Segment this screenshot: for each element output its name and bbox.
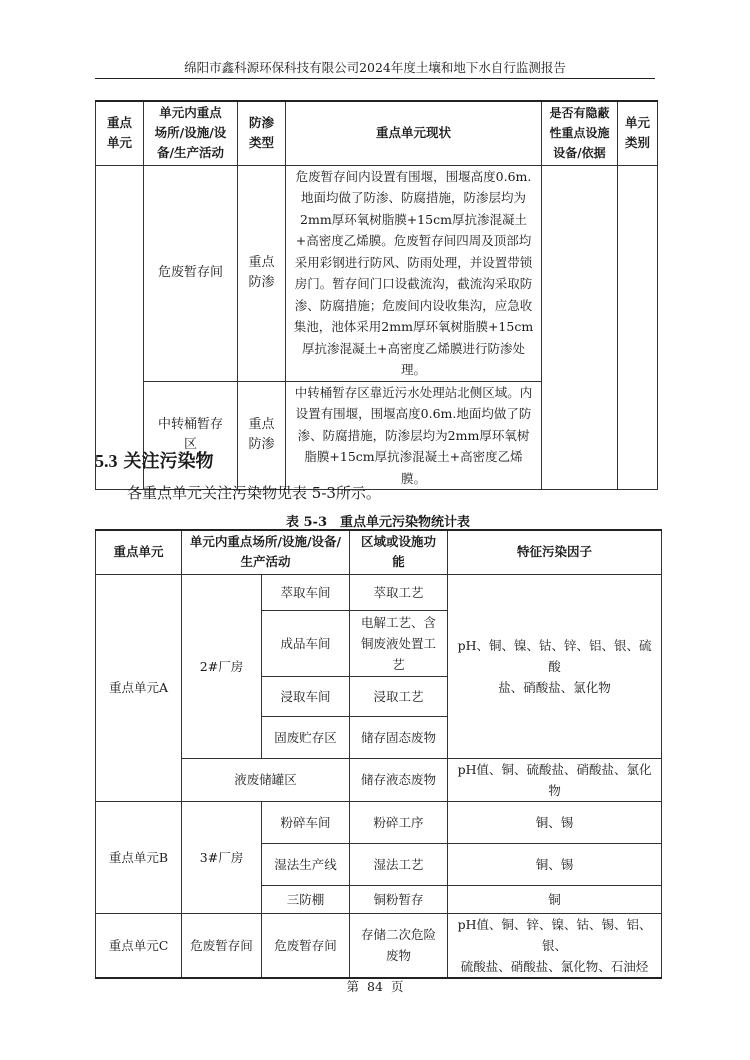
col-hidden-facility: 是否有隐蔽 性重点设施 设备/依据 <box>542 101 618 165</box>
place-cell: 萃取车间 <box>262 574 350 610</box>
func-cell: 电解工艺、含 铜废液处置工 艺 <box>350 610 448 676</box>
unit-cell-empty <box>96 165 144 490</box>
table-header-row <box>96 530 662 574</box>
factors-cell: pH值、铜、硫酸盐、硝酸盐、氯化物 <box>448 758 662 801</box>
factors-cell: 铜、锡 <box>448 801 662 843</box>
place-cell: 液废储罐区 <box>182 758 350 801</box>
type-cell: 重点 防渗 <box>238 165 286 381</box>
unit-name: 重点单元A <box>96 574 182 801</box>
category-cell-empty <box>618 165 658 490</box>
func-cell: 粉碎工序 <box>350 801 448 843</box>
section-heading <box>95 447 214 473</box>
page-number: 84 <box>367 979 383 994</box>
table-row <box>96 165 658 381</box>
body-paragraph: 各重点单元关注污染物见表 5-3所示。 <box>127 484 381 502</box>
factors-cell: pH值、铜、锌、镍、钴、锡、铝、银、 硫酸盐、硝酸盐、氯化物、石油烃 <box>448 913 662 978</box>
unit-name: 重点单元C <box>96 913 182 978</box>
factors-cell: 铜、锡 <box>448 843 662 885</box>
col-factors: 特征污染因子 <box>448 530 662 574</box>
table-row <box>96 574 662 610</box>
col-key-unit: 重点 单元 <box>96 101 144 165</box>
col-seepage-type: 防渗 类型 <box>238 101 286 165</box>
desc-cell: 中转桶暂存区靠近污水处理站北侧区域。内设置有围堰，围堰高度0.6m.地面均做了防渗、防腐措施，防渗层均为2mm厚环氧树脂膜+15cm厚抗渗混凝土+高密度乙烯膜。 <box>286 381 542 490</box>
place-cell: 危废暂存间 <box>144 165 238 381</box>
table-header-row <box>96 101 658 165</box>
section-number: 5.3 <box>95 451 118 471</box>
place-cell: 固废贮存区 <box>262 716 350 758</box>
type-cell: 重点 防渗 <box>238 381 286 490</box>
page-header: 绵阳市鑫科源环保科技有限公司2024年度土壤和地下水自行监测报告 <box>184 60 566 75</box>
col-place: 单元内重点场所/设施/设备/ 生产活动 <box>182 530 350 574</box>
place-cell: 危废暂存间 <box>262 913 350 978</box>
building-cell: 2#厂房 <box>182 574 262 758</box>
place-cell: 三防棚 <box>262 885 350 913</box>
table-row <box>96 913 662 978</box>
key-unit-status-table <box>95 100 658 490</box>
col-function: 区域或设施功 能 <box>350 530 448 574</box>
page-footer <box>95 977 655 995</box>
func-cell: 湿法工艺 <box>350 843 448 885</box>
func-cell: 萃取工艺 <box>350 574 448 610</box>
place-cell: 浸取车间 <box>262 676 350 716</box>
pollutant-stats-table <box>95 529 662 979</box>
func-cell: 存储二次危险 废物 <box>350 913 448 978</box>
factors-cell: 铜 <box>448 885 662 913</box>
func-cell: 储存固态废物 <box>350 716 448 758</box>
footer-prefix: 第 <box>346 979 360 994</box>
func-cell: 浸取工艺 <box>350 676 448 716</box>
table-caption: 表 5-3 重点单元污染物统计表 <box>285 515 470 530</box>
unit-name: 重点单元B <box>96 801 182 913</box>
col-status: 重点单元现状 <box>286 101 542 165</box>
col-unit-category: 单元 类别 <box>618 101 658 165</box>
place-cell: 粉碎车间 <box>262 801 350 843</box>
header-rule <box>95 78 655 79</box>
col-place: 单元内重点 场所/设施/设 备/生产活动 <box>144 101 238 165</box>
col-key-unit: 重点单元 <box>96 530 182 574</box>
hidden-cell-empty <box>542 165 618 490</box>
footer-suffix: 页 <box>390 979 404 994</box>
func-cell: 储存液态废物 <box>350 758 448 801</box>
factors-cell: pH、铜、镍、钴、锌、铝、银、硫酸 盐、硝酸盐、氯化物 <box>448 574 662 758</box>
place-cell: 湿法生产线 <box>262 843 350 885</box>
table-row <box>96 801 662 843</box>
place-cell: 中转桶暂存 区 <box>144 381 238 490</box>
desc-cell: 危废暂存间内设置有围堰，围堰高度0.6m.地面均做了防渗、防腐措施，防渗层均为2mm厚环氧树脂膜+15cm厚抗渗混凝土+高密度乙烯膜。危废暂存间四周及顶部均采用彩钢进行防风、防雨处理，并设置带锁房门。暂存间门口设截流沟，截流沟采取防渗、防腐措施；危废间内设收集沟，应急收集池，池体采用2mm厚环氧树脂膜+15cm厚抗渗混凝土+高密度乙烯膜进行防渗处理。 <box>286 165 542 381</box>
building-cell: 危废暂存间 <box>182 913 262 978</box>
place-cell: 成品车间 <box>262 610 350 676</box>
section-title: 关注污染物 <box>123 451 214 472</box>
func-cell: 铜粉暂存 <box>350 885 448 913</box>
building-cell: 3#厂房 <box>182 801 262 913</box>
